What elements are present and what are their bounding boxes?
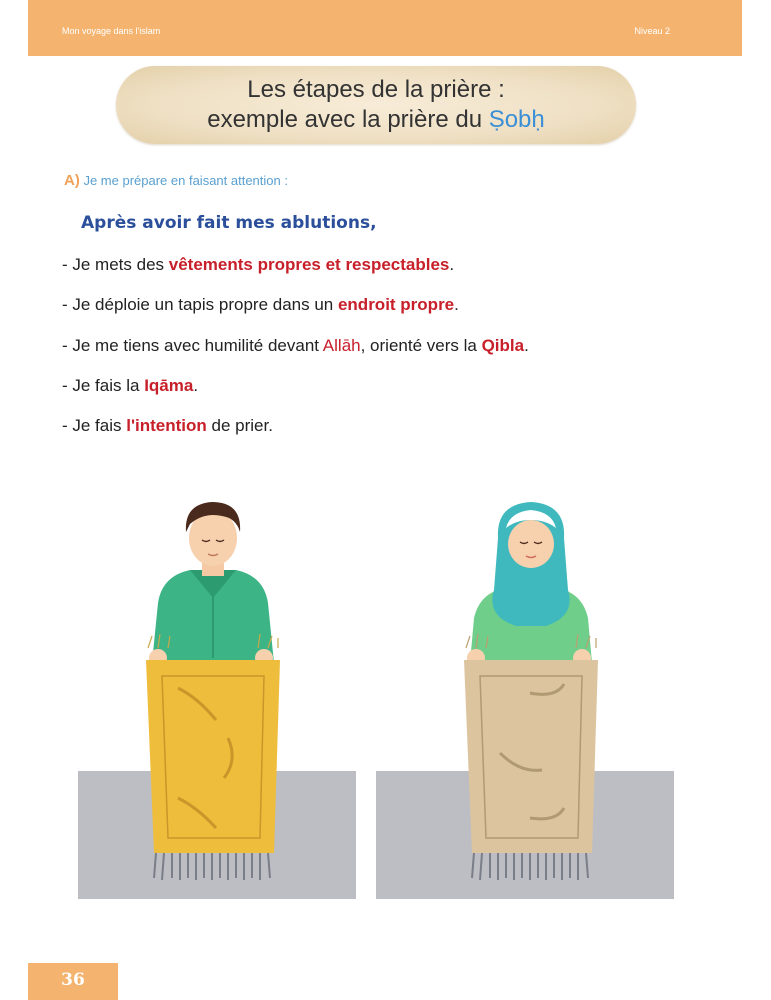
bullet-3-mid: , orienté vers la [360,336,482,355]
intro-line: Après avoir fait mes ablutions, [81,213,377,233]
section-heading [64,172,288,189]
title-line-1: Les étapes de la prière : [247,76,505,103]
bullet-3-end: . [524,336,529,355]
bullet-5 [62,416,273,436]
bullet-1-end: . [449,255,455,274]
bullet-3-allah: Allāh [322,336,361,355]
page-number: 36 [61,970,85,990]
bullet-1-text: - Je mets des [62,255,169,274]
page-number-badge [28,963,118,1000]
bullet-2-text: - Je déploie un tapis propre dans un [62,295,338,314]
section-letter: A) [64,172,80,189]
bullet-2 [62,295,459,315]
bullet-3 [62,336,529,356]
title-banner [116,66,636,144]
bullet-5-text: - Je fais [62,416,127,435]
header-level: Niveau 2 [634,26,670,36]
bullet-3-text: - Je me tiens avec humilité devant [62,336,323,355]
bullet-2-end: . [454,295,459,314]
bullet-5-emphasis: l'intention [126,416,207,435]
bullet-3-emphasis: Qibla [481,336,525,355]
bullet-4-text: - Je fais la [62,376,145,395]
title-line-2-text: exemple avec la prière du [207,106,489,133]
girl-face [508,520,554,568]
boy-holding-rug-illustration [128,498,298,898]
page-header [28,0,742,56]
bullet-4-emphasis: Iqāma [144,376,194,395]
bullet-4 [62,376,198,396]
girl-holding-rug-illustration [446,498,616,898]
bullet-1-emphasis: vêtements propres et respectables [168,255,450,274]
header-book-title: Mon voyage dans l'islam [62,26,161,36]
bullet-1 [62,255,454,275]
section-text: Je me prépare en faisant attention : [83,173,288,188]
bullet-5-end: de prier. [206,416,273,435]
title-line-2 [116,105,636,135]
bullet-4-end: . [193,376,199,395]
bullet-2-emphasis: endroit propre [337,295,455,314]
title-prayer-name: Ṣobḥ [488,106,545,133]
